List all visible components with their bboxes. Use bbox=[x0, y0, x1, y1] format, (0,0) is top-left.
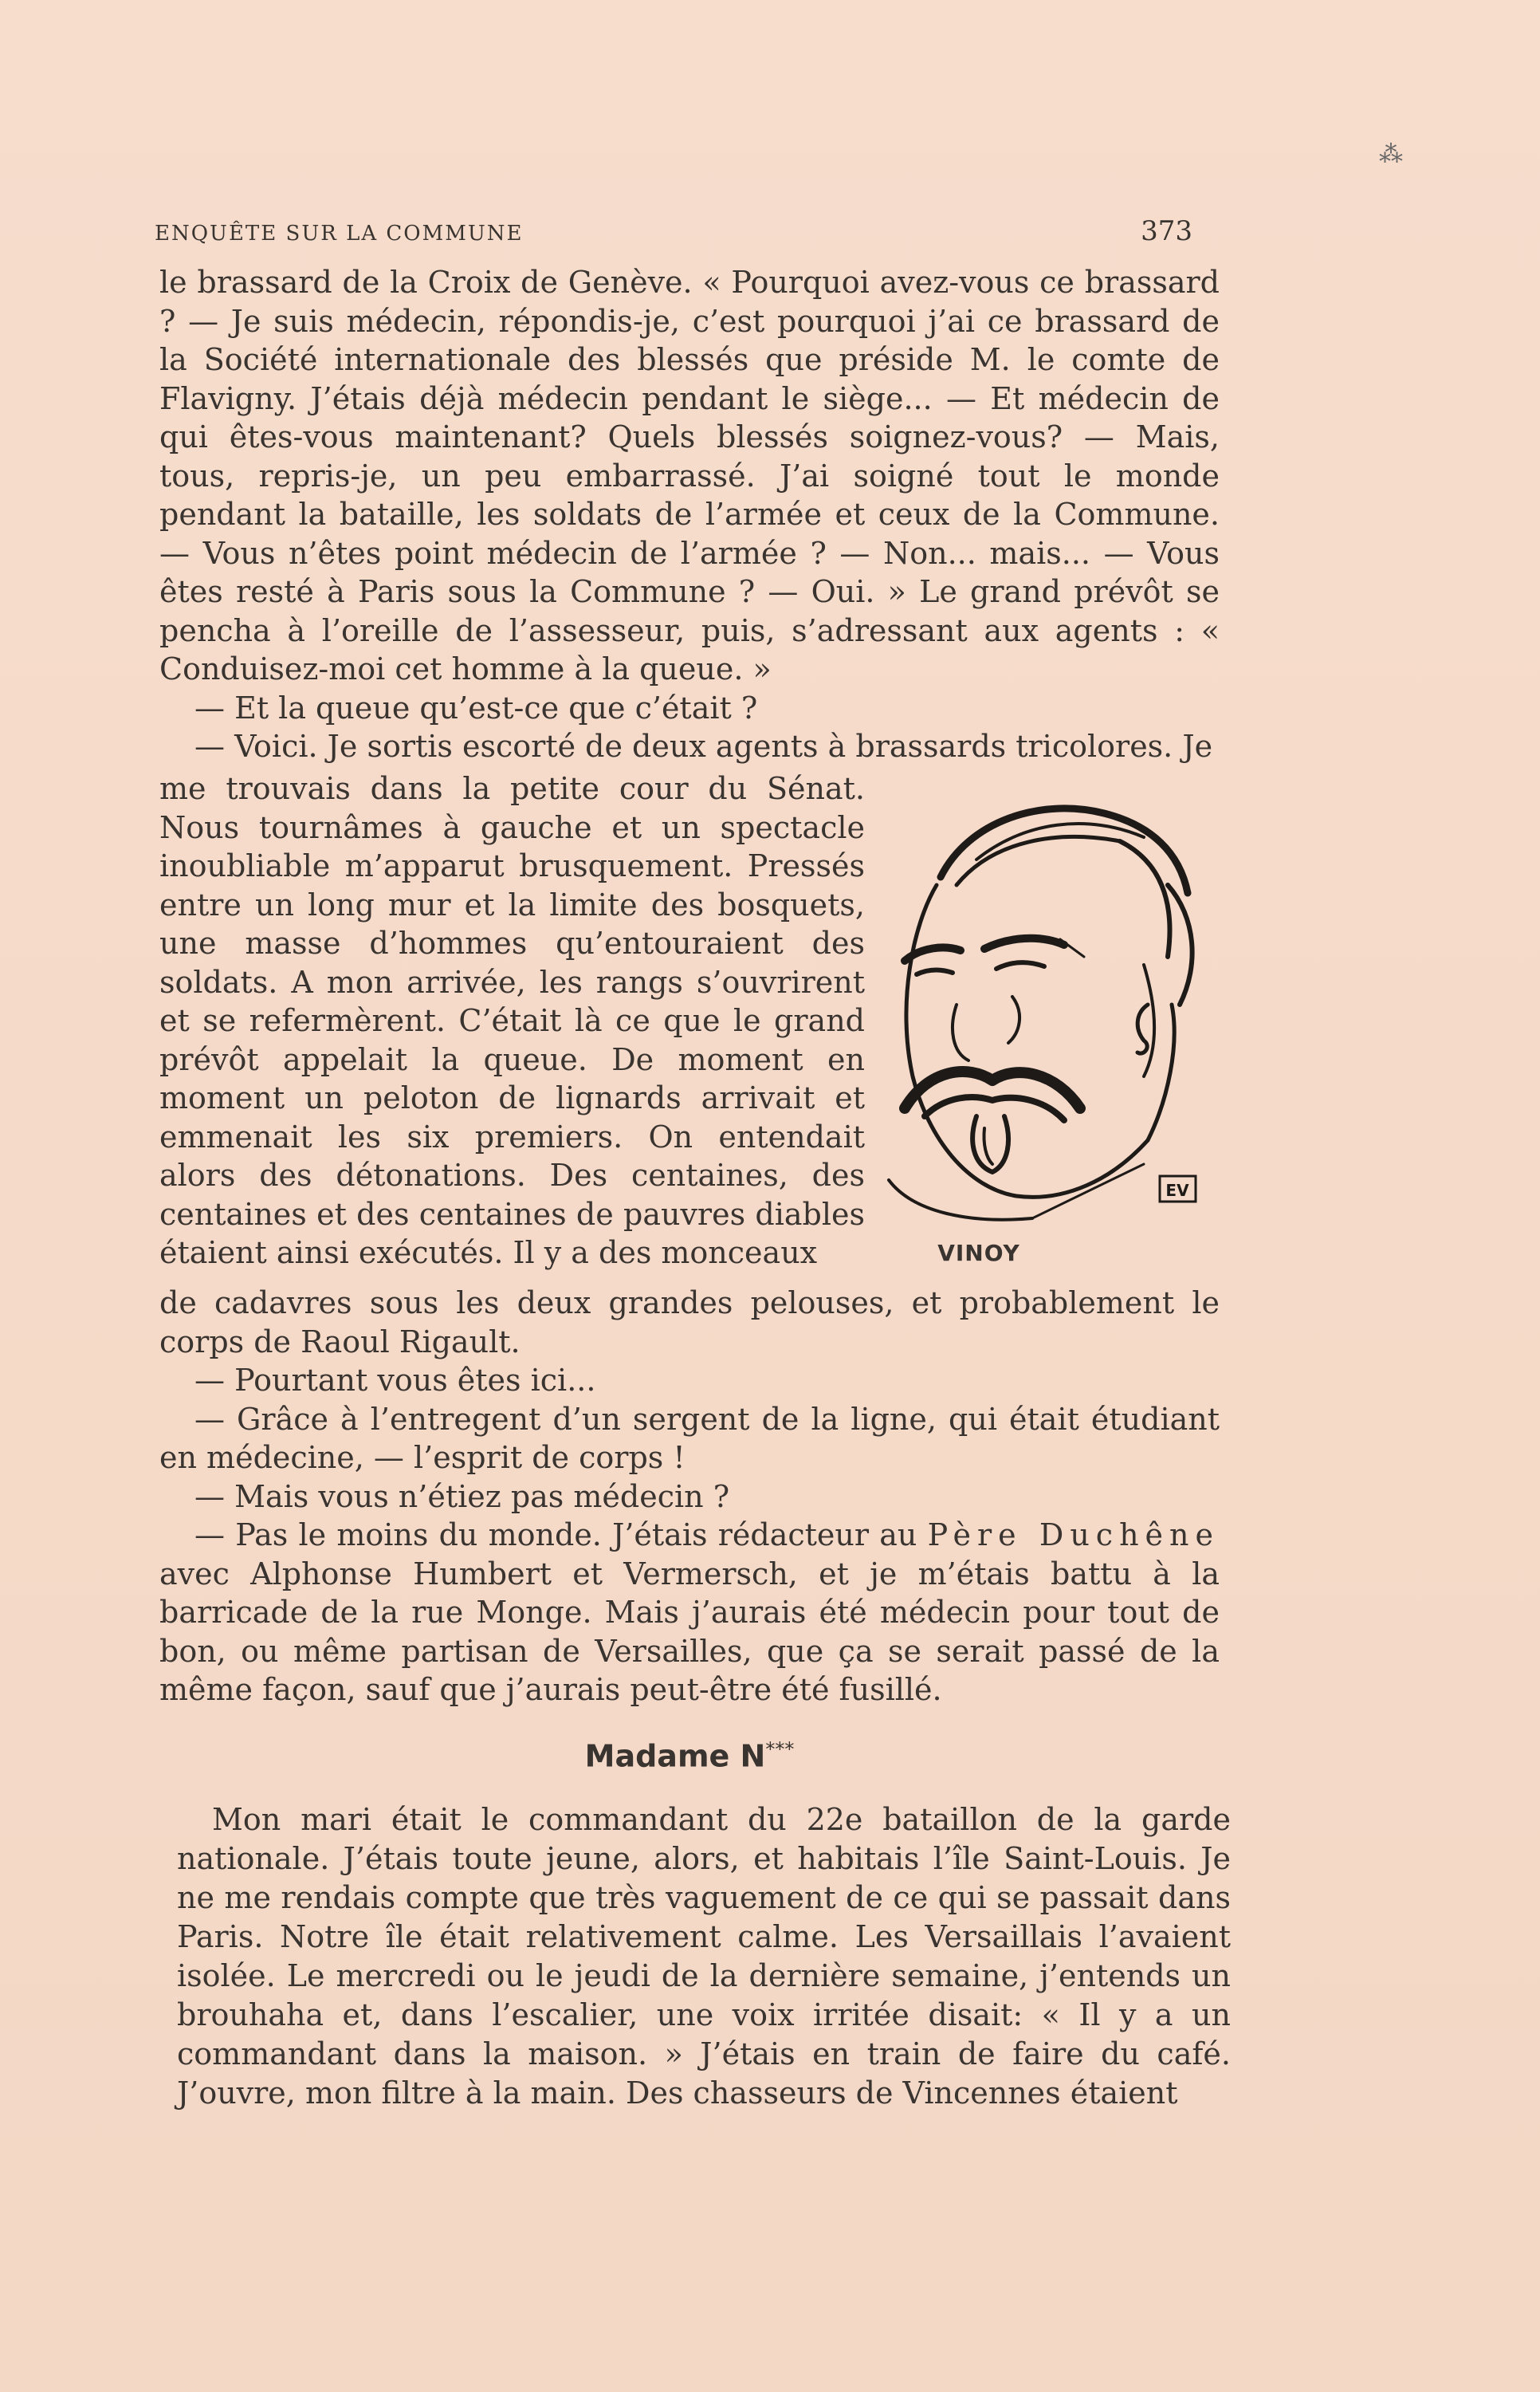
paragraph: le brassard de la Croix de Genève. « Pourquoi avez-vous ce brassard ? — Je suis médecin, répondis-je, c’est pourquoi j’ai ce brassard de la Société internationale des blessés que préside M. le comte de Flavigny. J’étais déjà médecin pendant le siège... — Et médecin de qui êtes-vous maintenant? Quels blessés soignez-vous? — Mais, tous, repris-je, un peu embarrassé. J’ai soigné tout le monde pendant la bataille, les soldats de l’armée et ceux de la Commune. — Vous n’êtes point médecin de l’armée ? — Non... mais... — Vous êtes resté à Paris sous la Commune ? — Oui. » Le grand prévôt se pencha à l’oreille de l’assesseur, puis, s’adressant aux agents : « Conduisez-moi cet homme à la queue. » bbox=[159, 265, 1220, 687]
paragraph: Mon mari était le commandant du 22e bataillon de la garde nationale. J’étais toute jeune, alors, et habitais l’île Saint-Louis. Je ne me rendais compte que très vaguement de ce qui se passait dans Paris. Notre île était relativement calme. Les Versaillais l’avaient isolée. Le mercredi ou le jeudi de la dernière semaine, j’entends un brouhaha et, dans l’escalier, une voix irritée disait: « Il y a un commandant dans la maison. » J’étais en train de faire du café. J’ouvre, mon filtre à la main. Des chasseurs de Vincennes étaient bbox=[177, 1802, 1231, 2111]
section-heading bbox=[159, 1738, 1220, 1774]
paragraph-part: avec Alphonse Humbert et Vermersch, et je m’étais battu à la barricade de la rue Monge. Mais j’aurais été médecin pour tout de bon, ou même partisan de Versailles, que ça se serait passé de la même façon, sauf que j’aurais peut-être été fusillé. bbox=[159, 1556, 1220, 1707]
section-title: Madame N bbox=[584, 1738, 766, 1774]
top-text-block bbox=[159, 263, 1220, 766]
bottom-text-block bbox=[159, 1284, 1220, 1709]
monogram: EV bbox=[1165, 1181, 1189, 1200]
running-title: ENQUÊTE SUR LA COMMUNE bbox=[155, 222, 524, 246]
paragraph bbox=[159, 1516, 1220, 1709]
paragraph: — Et la queue qu’est-ce que c’était ? bbox=[194, 690, 758, 726]
paragraph: — Grâce à l’entregent d’un sergent de la ligne, qui était étudiant en médecine, — l’esprit de corps ! bbox=[159, 1401, 1220, 1475]
running-head bbox=[155, 215, 1192, 247]
portrait-sketch-icon bbox=[881, 765, 1220, 1244]
paragraph: — Voici. Je sortis escorté de deux agents à brassards tricolores. Je bbox=[194, 729, 1213, 764]
corner-mark: ⁂ bbox=[1379, 140, 1403, 168]
paragraph: me trouvais dans la petite cour du Sénat. Nous tournâmes à gauche et un spectacle inoubliable m’apparut brusquement. Pressés entre un long mur et la limite des bosquets, une masse d’hommes qu’entouraient des soldats. A mon arrivée, les rangs s’ouvrirent et se refermèrent. C’était là ce que le grand prévôt appelait la queue. De moment en moment un peloton de lignards arrivait et emmenait les six premiers. On entendait alors des détonations. Des centaines, des centaines et des centaines de pauvres diables étaient ainsi exécutés. Il y a des monceaux bbox=[159, 771, 865, 1270]
newspaper-title: Père Duchêne bbox=[927, 1517, 1220, 1552]
portrait-figure bbox=[881, 765, 1220, 1284]
section-text-block bbox=[177, 1800, 1231, 2113]
section-title-sup: *** bbox=[765, 1738, 795, 1761]
wrapped-text-block bbox=[159, 769, 865, 1273]
figure-caption: VINOY bbox=[937, 1240, 1020, 1266]
paragraph: — Pourtant vous êtes ici... bbox=[194, 1363, 596, 1398]
paragraph: de cadavres sous les deux grandes pelouses, et probablement le corps de Raoul Rigault. bbox=[159, 1285, 1220, 1359]
paragraph-part: — Pas le moins du monde. J’étais rédacteur au bbox=[194, 1517, 917, 1552]
paragraph: — Mais vous n’étiez pas médecin ? bbox=[194, 1478, 730, 1514]
page-number: 373 bbox=[1141, 215, 1192, 247]
